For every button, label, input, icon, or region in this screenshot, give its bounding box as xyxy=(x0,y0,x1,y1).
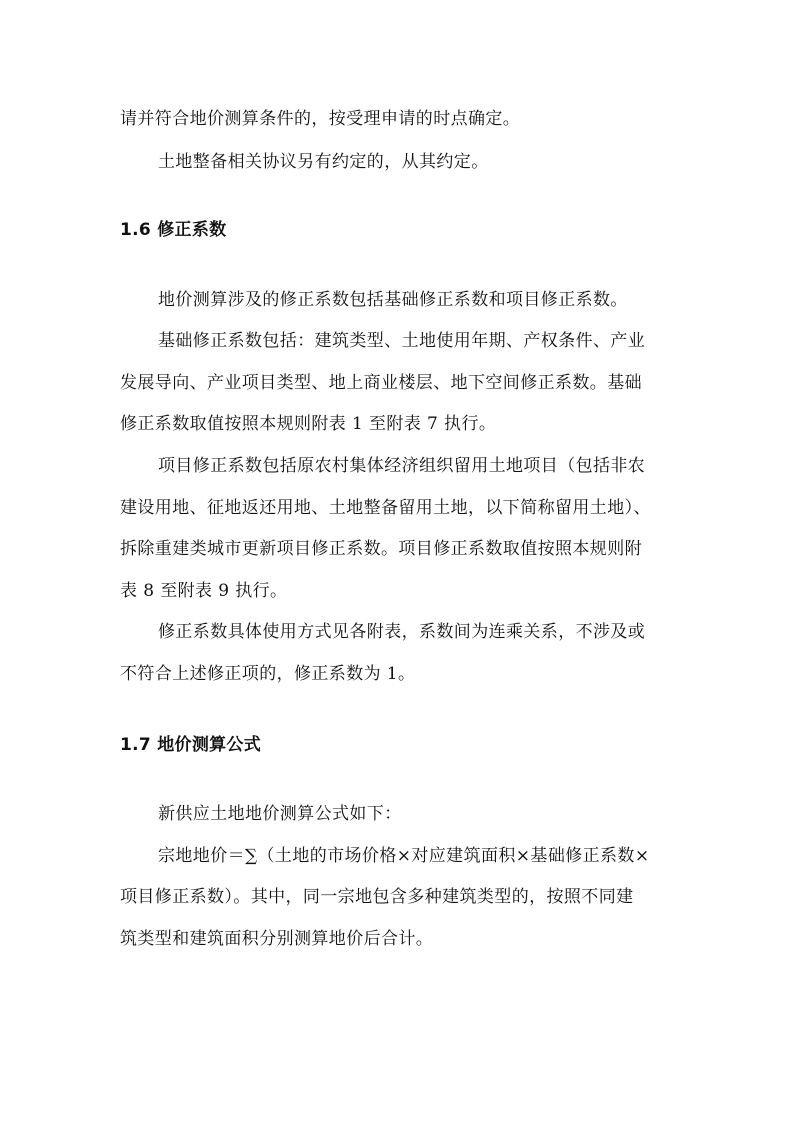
paragraph-line: 修正系数取值按照本规则附表 1 至附表 7 执行。 xyxy=(120,414,497,434)
formula-line: 宗地地价＝∑（土地的市场价格×对应建筑面积×基础修正系数× xyxy=(158,846,650,866)
paragraph-line: 土地整备相关协议另有约定的，从其约定。 xyxy=(158,152,489,172)
paragraph-line: 新供应土地地价测算公式如下： xyxy=(158,804,402,824)
paragraph-line: 不符合上述修正项的，修正系数为 1。 xyxy=(120,664,416,684)
paragraph-line: 筑类型和建筑面积分别测算地价后合计。 xyxy=(120,929,434,949)
paragraph-line: 拆除重建类城市更新项目修正系数。项目修正系数取值按照本规则附 xyxy=(120,539,642,559)
paragraph-line: 修正系数具体使用方式见各附表，系数间为连乘关系，不涉及或 xyxy=(158,622,646,642)
paragraph-line: 基础修正系数包括：建筑类型、土地使用年期、产权条件、产业 xyxy=(158,331,646,351)
paragraph-line: 地价测算涉及的修正系数包括基础修正系数和项目修正系数。 xyxy=(158,290,628,310)
paragraph-line: 项目修正系数包括原农村集体经济组织留用土地项目（包括非农 xyxy=(158,456,646,476)
section-heading-1-6: 1.6 修正系数 xyxy=(120,220,227,240)
paragraph-line: 表 8 至附表 9 执行。 xyxy=(120,581,288,601)
section-heading-1-7: 1.7 地价测算公式 xyxy=(120,735,262,755)
paragraph-line: 请并符合地价测算条件的，按受理申请的时点确定。 xyxy=(120,109,521,129)
paragraph-line: 项目修正系数）。其中，同一宗地包含多种建筑类型的，按照不同建 xyxy=(120,887,634,907)
paragraph-line: 建设用地、征地返还用地、土地整备留用土地，以下简称留用土地）、 xyxy=(120,498,651,518)
paragraph-line: 发展导向、产业项目类型、地上商业楼层、地下空间修正系数。基础 xyxy=(120,373,642,393)
